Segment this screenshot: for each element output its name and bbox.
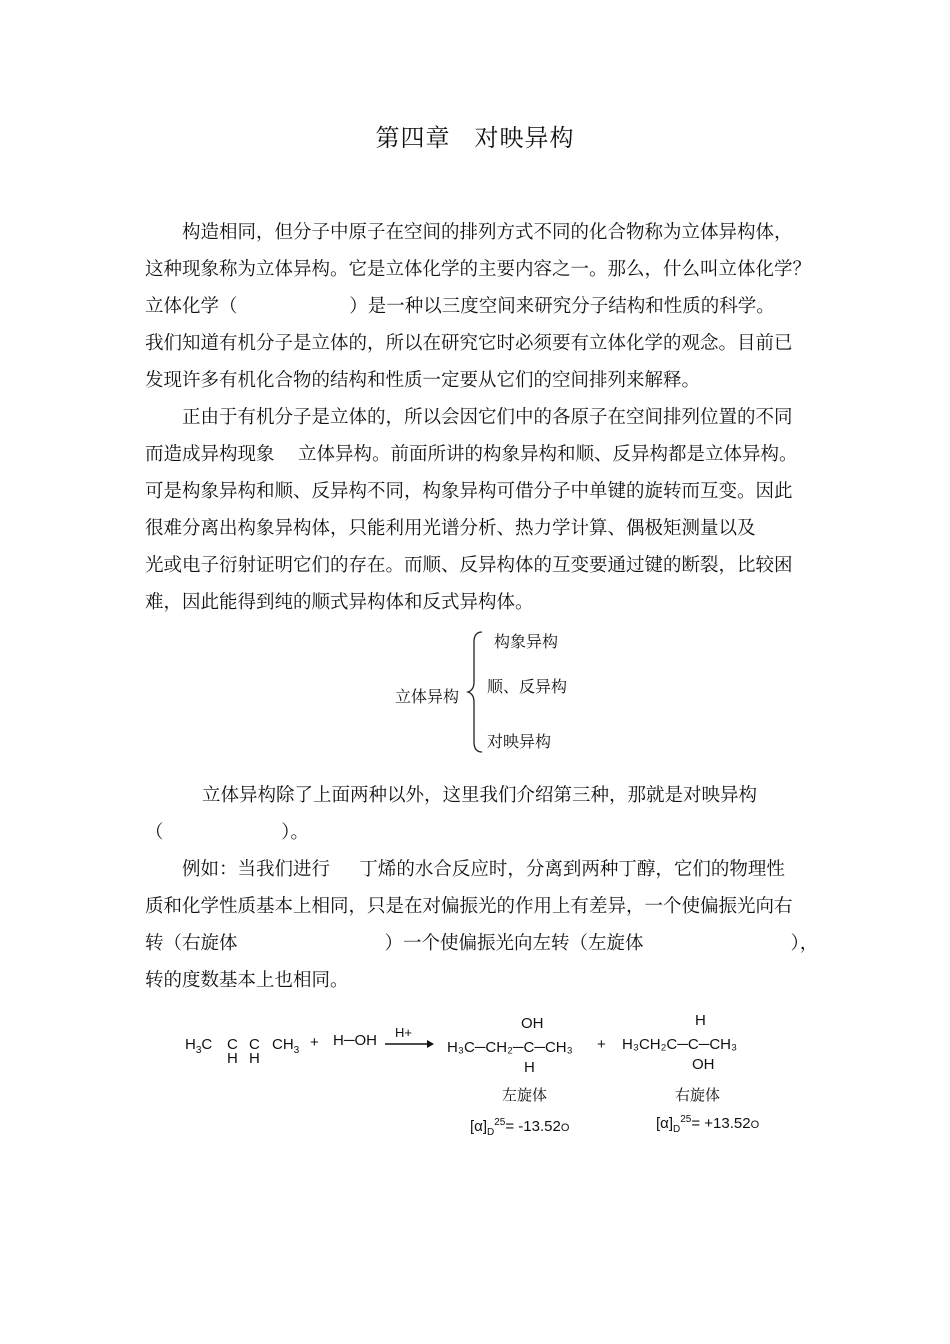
product2-chain: H₃CH₂C─C─CH₃ — [622, 1036, 738, 1053]
paragraph-3 — [145, 777, 817, 851]
reactant-c2: C — [249, 1036, 260, 1053]
reactant-c1: C — [227, 1036, 238, 1053]
product2-oh: OH — [692, 1056, 715, 1073]
paragraph-1 — [145, 214, 817, 399]
p2-line-1: 正由于有机分子是立体的，所以会因它们中的各原子在空间排列位置的不同 — [182, 407, 793, 428]
p1-line-3: 立体化学（ ）是一种以三度空间来研究分子结构和性质的科学。 — [145, 296, 775, 317]
product1-h: H — [524, 1059, 535, 1076]
product2-h: H — [695, 1012, 706, 1029]
reactant-h3c: $H_3C$ — [185, 1036, 213, 1056]
p2-line-4: 很难分离出构象异构体，只能利用光谱分析、热力学计算、偶极矩测量以及 — [145, 518, 756, 539]
levorotatory-label: 左旋体 — [502, 1086, 548, 1104]
p1-line-4: 我们知道有机分子是立体的，所以在研究它时必须要有立体化学的观念。目前已 — [145, 333, 793, 354]
p2-line-5: 光或电子衍射证明它们的存在。而顺、反异构体的互变要通过键的断裂，比较困 — [145, 555, 793, 576]
p2-line-2: 而造成异构现象 立体异构。前面所讲的构象异构和顺、反异构都是立体异构。 — [145, 444, 798, 465]
paragraph-2 — [145, 399, 817, 621]
tree-branch-2: 顺、反异构 — [487, 677, 568, 696]
product1-oh: OH — [521, 1015, 544, 1032]
reactant-h2: H — [249, 1050, 260, 1067]
rotation-right: $[\alpha]_D^{25}= +13.52O$ — [656, 1114, 760, 1135]
brace-icon — [466, 630, 486, 754]
chapter-name: 对映异构 — [474, 124, 575, 152]
plus-sign-2: + — [597, 1036, 606, 1053]
reaction-arrow-icon — [385, 1039, 435, 1049]
paragraph-4 — [145, 851, 817, 999]
chapter-number: 第四章 — [375, 124, 451, 152]
p2-line-3: 可是构象异构和顺、反异构不同，构象异构可借分子中单键的旋转而互变。因此 — [145, 481, 793, 502]
tree-root: 立体异构 — [395, 687, 460, 706]
tree-branch-3: 对映异构 — [487, 732, 552, 751]
p4-line-3: 转（右旋体 ）一个使偏振光向左转（左旋体 ）， — [145, 933, 819, 954]
tree-branch-1: 构象异构 — [494, 632, 559, 651]
reactant-h1: H — [227, 1050, 238, 1067]
p1-line-2: 这种现象称为立体异构。它是立体化学的主要内容之一。那么，什么叫立体化学？ — [145, 259, 812, 280]
water-molecule: H─OH — [333, 1032, 377, 1049]
p1-line-1: 构造相同，但分子中原子在空间的排列方式不同的化合物称为立体异构体， — [182, 222, 793, 243]
p4-line-4: 转的度数基本上也相同。 — [145, 970, 349, 991]
catalyst-label: H+ — [395, 1025, 412, 1040]
rotation-left: $[\alpha]_D^{25}= -13.52O$ — [470, 1117, 570, 1138]
dextrorotatory-label: 右旋体 — [675, 1086, 721, 1104]
page-title — [0, 118, 950, 153]
p4-line-2: 质和化学性质基本上相同，只是在对偏振光的作用上有差异，一个使偏振光向右 — [145, 896, 793, 917]
p4-line-1: 例如：当我们进行 丁烯的水合反应时，分离到两种丁醇，它们的物理性 — [182, 859, 785, 880]
product1-chain: H₃C─CH₂─C─CH₃ — [447, 1039, 573, 1056]
reactant-ch3: $CH_3$ — [272, 1036, 300, 1056]
p1-line-5: 发现许多有机化合物的结构和性质一定要从它们的空间排列来解释。 — [145, 370, 701, 391]
p3-line-2: （ ）。 — [145, 822, 309, 843]
plus-sign-1: + — [310, 1034, 319, 1051]
p3-line-1: 立体异构除了上面两种以外，这里我们介绍第三种，那就是对映异构 — [202, 785, 758, 806]
p2-line-6: 难，因此能得到纯的顺式异构体和反式异构体。 — [145, 592, 534, 613]
